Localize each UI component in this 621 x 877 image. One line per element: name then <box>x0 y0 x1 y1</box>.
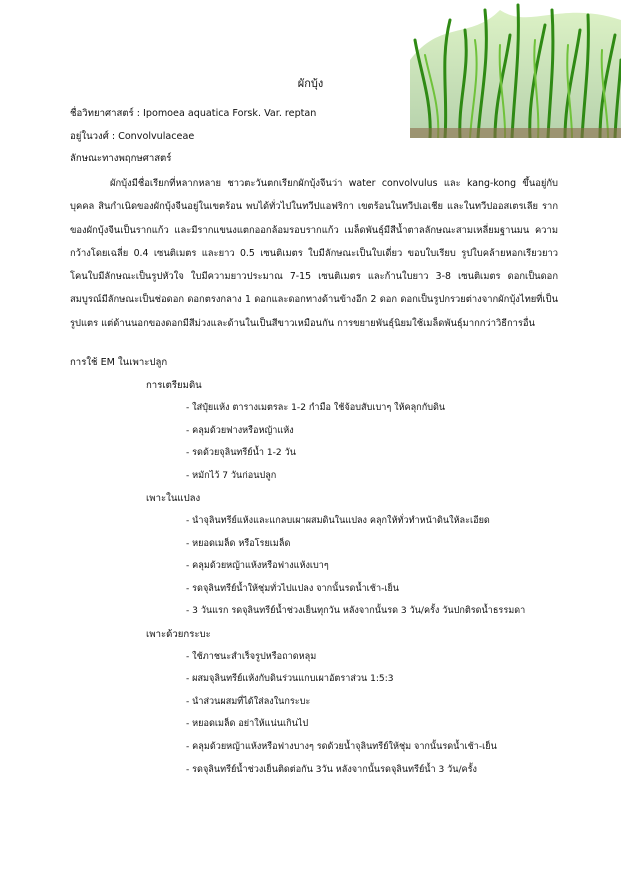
section-heading: เพาะด้วยกระบะ <box>146 629 211 640</box>
list-item: - นำจุลินทรีย์แห้งและแกลบเผาผสมดินในแปลง คลุกให้ทั่วทำหน้าดินให้ละเอียด <box>186 516 490 526</box>
em-heading: การใช้ EM ในเพาะปลูก <box>70 357 168 368</box>
section-heading: การเตรียมดิน <box>146 380 202 391</box>
scientific-name: ชื่อวิทยาศาสตร์ : Ipomoea aquatica Forsk. Var. reptan <box>70 108 317 119</box>
list-item: - รดจุลินทรีย์น้ำช่วงเย็นติดต่อกัน 3วัน หลังจากนั้นรดจุลินทรีย์น้ำ 3 วัน/ครั้ง <box>186 765 477 775</box>
botany-heading: ลักษณะทางพฤกษศาสตร์ <box>70 153 172 164</box>
list-item: - ใส่ปุ๋ยแห้ง ตารางเมตรละ 1-2 กำมือ ใช้จ้อบสับเบาๆ ให้คลุกกับดิน <box>186 403 446 413</box>
list-item: - คลุมด้วยหญ้าแห้งหรือฟางบางๆ รดด้วยน้ำจุลินทรีย์ให้ชุ่ม จากนั้นรดน้ำเช้า-เย็น <box>186 742 497 752</box>
list-item: - หยอดเมล็ด อย่าให้แน่นเกินไป <box>186 719 309 729</box>
list-item: - หมักไว้ 7 วันก่อนปลูก <box>186 471 277 481</box>
list-item: - 3 วันแรก รดจุลินทรีย์น้ำช่วงเย็นทุกวัน หลังจากนั้นรด 3 วัน/ครั้ง วันปกติรดน้ำธรรมดา <box>186 606 526 616</box>
list-item: - คลุมด้วยฟางหรือหญ้าแห้ง <box>186 426 294 436</box>
list-item: - นำส่วนผสมที่ได้ใส่ลงในกระบะ <box>186 697 311 707</box>
list-item: - คลุมด้วยหญ้าแห้งหรือฟางแห้งเบาๆ <box>186 561 329 571</box>
list-item: - ผสมจุลินทรีย์แห้งกับดินร่วนแกบเผาอัตราส่วน 1:5:3 <box>186 674 394 684</box>
botany-paragraph <box>70 172 558 335</box>
section-heading: เพาะในแปลง <box>146 493 201 504</box>
botany-text: ผักบุ้งมีชื่อเรียกที่หลากหลาย ชาวตะวันตกเรียกผักบุ้งจีนว่า water convolvulus และ kang-kong ขึ้นอยู่กับบุคคล สินกำเนิดของผักบุ้งจีนอยู่ในเขตร้อน พบได้ทั่วไปในทวีปแอฟริกา เขตร้อนในทวีปเอเชีย และในทวีปออสเตรเลีย รากของผักบุ้งจีนเป็นรากแก้ว และมีรากแขนงแตกออกล้อมรอบรากแก้ว เมล็ดพันธุ์มีสีน้ำตาลลักษณะสามเหลี่ยมฐานมน ความกว้างโดยเฉลี่ย 0.4 เซนติเมตร และยาว 0.5 เซนติเมตร ใบมีลักษณะเป็นใบเดี่ยว ขอบใบเรียบ รูปใบคล้ายหอกเรียวยาว โคนใบมีลักษณะเป็นรูปหัวใจ ใบมีความยาวประมาณ 7-15 เซนติเมตร และก้านใบยาว 3-8 เซนติเมตร ดอกเป็นดอกสมบูรณ์มีลักษณะเป็นช่อดอก ดอกตรงกลาง 1 ดอกและดอกทางด้านข้างอีก 2 ดอก ดอกเป็นรูปกรวยต่างจากผักบุ้งไทยที่เป็นรูปแตร แต่ด้านนอกของดอกมีสีม่วงและด้านในเป็นสีขาวเหมือนกัน การขยายพันธุ์นิยมใช้เมล็ดพันธุ์มากกว่าวิธีการอื่น <box>70 178 558 329</box>
family-name: อยู่ในวงศ์ : Convolvulaceae <box>70 131 195 142</box>
water-spinach-photo <box>410 0 621 138</box>
list-item: - รดจุลินทรีย์น้ำให้ชุ่มทั่วไปแปลง จากนั้นรดน้ำเช้า-เย็น <box>186 584 400 594</box>
page-title: ผักบุ้ง <box>297 77 324 90</box>
list-item: - ใช้ภาชนะสำเร็จรูปหรือถาดหลุม <box>186 652 317 662</box>
list-item: - รดด้วยจุลินทรีย์น้ำ 1-2 วัน <box>186 448 296 458</box>
list-item: - หยอดเมล็ด หรือโรยเมล็ด <box>186 539 291 549</box>
